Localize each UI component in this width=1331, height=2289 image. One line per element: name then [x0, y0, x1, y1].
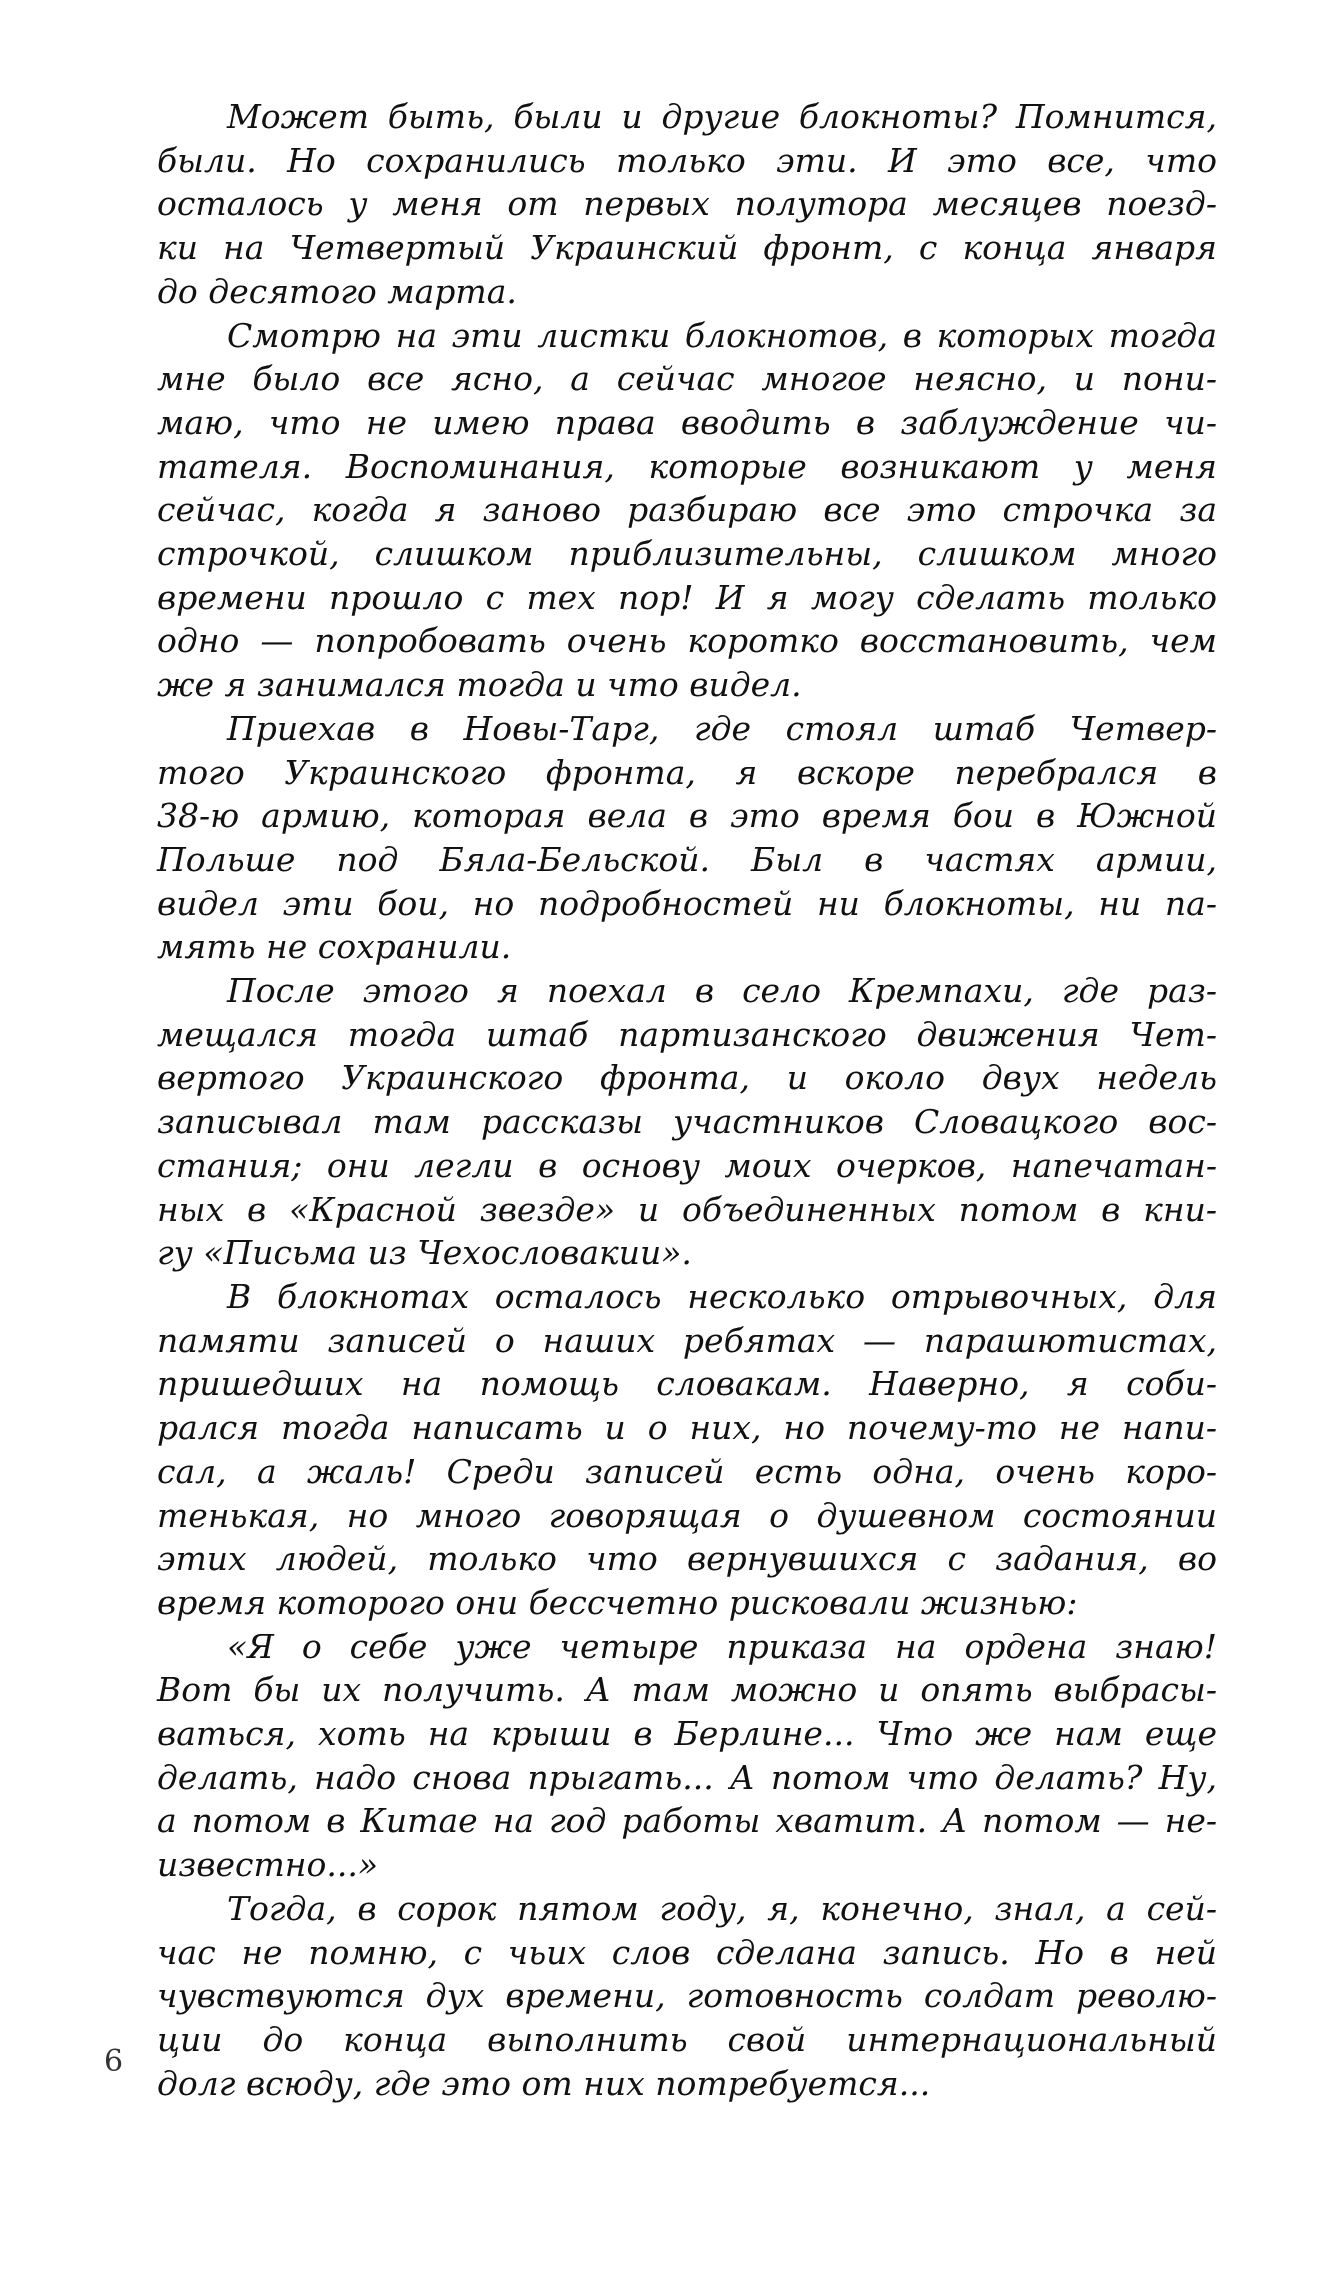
text-line: времени прошло с тех пор! И я могу сделать только	[157, 577, 1217, 617]
text-line: Смотрю на эти листки блокнотов, в которых тогда	[227, 315, 1217, 355]
paragraph	[157, 314, 1217, 707]
paragraph	[157, 1887, 1217, 2106]
text-line: Польше под Бяла-Бельской. Был в частях армии,	[157, 839, 1217, 879]
text-line: осталось у меня от первых полутора месяцев поезд-	[157, 184, 1217, 224]
text-line: Приехав в Новы-Тарг, где стоял штаб Четвер-	[227, 708, 1217, 748]
text-line: рался тогда написать и о них, но почему-то не напи-	[157, 1408, 1217, 1448]
text-line: были. Но сохранились только эти. И это все, что	[157, 140, 1217, 180]
text-line: одно — попробовать очень коротко восстановить, чем	[157, 621, 1217, 661]
paragraph	[157, 969, 1217, 1275]
paragraph	[157, 1625, 1217, 1887]
text-line: известно...»	[157, 1845, 379, 1885]
paragraph	[157, 95, 1217, 314]
text-line: пришедших на помощь словакам. Наверно, я соби-	[157, 1364, 1217, 1404]
text-line: записывал там рассказы участников Словацкого вос-	[157, 1102, 1217, 1142]
text-line: Может быть, были и другие блокноты? Помнится,	[227, 97, 1217, 136]
text-line: тателя. Воспоминания, которые возникают у меня	[157, 446, 1217, 486]
text-line: тенькая, но много говорящая о душевном состоянии	[157, 1495, 1217, 1535]
text-line: «Я о себе уже четыре приказа на ордена знаю!	[227, 1626, 1217, 1666]
page-number: 6	[104, 2044, 124, 2079]
text-line: 38-ю армию, которая вела в это время бои в Южной	[157, 796, 1217, 836]
text-line: строчкой, слишком приблизительны, слишком много	[157, 534, 1217, 574]
text-line: ки на Четвертый Украинский фронт, с конца января	[157, 228, 1217, 268]
text-line: После этого я поехал в село Кремпахи, где раз-	[227, 971, 1217, 1011]
text-line: гу «Письма из Чехословакии».	[157, 1233, 692, 1273]
text-line: ции до конца выполнить свой интернациональный	[157, 2019, 1217, 2059]
text-line: вертого Украинского фронта, и около двух недель	[157, 1058, 1217, 1098]
text-line: сал, а жаль! Среди записей есть одна, очень коро-	[157, 1451, 1217, 1491]
paragraph	[157, 707, 1217, 969]
text-line: стания; они легли в основу моих очерков, напечатан-	[157, 1145, 1217, 1185]
text-line: сейчас, когда я заново разбираю все это строчка за	[157, 490, 1217, 530]
text-line: ных в «Красной звезде» и объединенных потом в кни-	[157, 1189, 1217, 1229]
text-line: долг всюду, где это от них потребуется...	[157, 2063, 931, 2103]
text-line: же я занимался тогда и что видел.	[157, 665, 802, 705]
paragraph	[157, 1275, 1217, 1625]
text-line: В блокнотах осталось несколько отрывочных, для	[227, 1276, 1217, 1316]
text-line: ваться, хоть на крыши в Берлине... Что же нам еще	[157, 1714, 1217, 1754]
text-line: Вот бы их получить. А там можно и опять выбрасы-	[157, 1670, 1217, 1710]
text-line: памяти записей о наших ребятах — парашютистах,	[157, 1320, 1217, 1360]
text-line: маю, что не имею права вводить в заблуждение чи-	[157, 402, 1217, 442]
text-line: этих людей, только что вернувшихся с задания, во	[157, 1539, 1217, 1579]
text-line: а потом в Китае на год работы хватит. А потом — не-	[157, 1801, 1217, 1841]
text-line: того Украинского фронта, я вскоре перебрался в	[157, 752, 1217, 792]
text-line: видел эти бои, но подробностей ни блокноты, ни па-	[157, 883, 1217, 923]
text-line: час не помню, с чьих слов сделана запись. Но в ней	[157, 1932, 1217, 1972]
text-line: делать, надо снова прыгать... А потом что делать? Ну,	[157, 1757, 1217, 1797]
text-line: мещался тогда штаб партизанского движения Чет-	[157, 1014, 1217, 1054]
text-line: мне было все ясно, а сейчас многое неясно, и пони-	[157, 359, 1217, 399]
text-line: время которого они бессчетно рисковали жизнью:	[157, 1582, 1078, 1622]
page-body-text	[157, 95, 1217, 2105]
text-line: Тогда, в сорок пятом году, я, конечно, знал, а сей-	[227, 1888, 1217, 1928]
text-line: до десятого марта.	[157, 271, 517, 311]
text-line: мять не сохранили.	[157, 927, 512, 967]
text-line: чувствуются дух времени, готовность солдат револю-	[157, 1976, 1217, 2016]
